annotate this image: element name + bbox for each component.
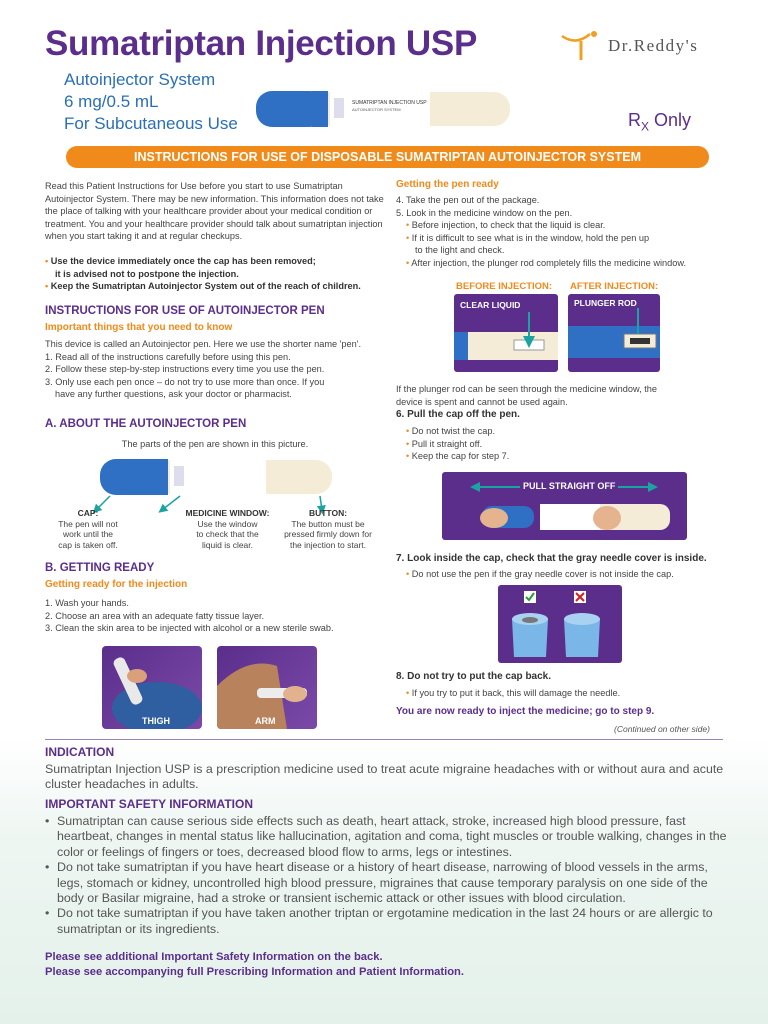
section-divider (45, 739, 723, 740)
warning-1a: Use the device immediately once the cap has been removed; (50, 256, 316, 266)
subtitle-dose: 6 mg/0.5 mL (64, 92, 159, 111)
page-title: Sumatriptan Injection USP (45, 24, 477, 63)
list-item: Keep the cap for step 7. (411, 451, 510, 461)
before-injection-label: BEFORE INJECTION: (456, 281, 553, 292)
heading-about-pen: A. ABOUT THE AUTOINJECTOR PEN (45, 418, 247, 430)
list-item: 5. Look in the medicine window on the pen. (396, 207, 573, 218)
window-callout (180, 508, 275, 550)
see-back-note: Please see additional Important Safety Information on the back. (45, 951, 383, 963)
step-6-list: • Do not twist the cap. • Pull it straight off. • Keep the cap for step 7. (406, 426, 510, 461)
heading-getting-ready: B. GETTING READY (45, 562, 155, 574)
heading-indication: INDICATION (45, 745, 115, 759)
list-item: 2. Follow these step-by-step instructions every time you use the pen. (45, 364, 325, 374)
button-title: BUTTON: (308, 508, 348, 518)
step-7-note: • Do not use the pen if the gray needle cover is not inside the cap. (406, 569, 674, 579)
warning-1b: it is advised not to postpone the injection. (55, 268, 239, 279)
pen-label-2: AUTOINJECTOR SYSTEM (352, 107, 401, 112)
thigh-photo (102, 646, 202, 729)
rx-subscript: X (641, 119, 650, 134)
before-injection-image (454, 294, 558, 372)
pen-instruction-list (45, 338, 390, 401)
indication-text: Sumatriptan Injection USP is a prescription medicine used to treat acute migraine headaches with or without aura and acute cluster headaches in adults. (45, 762, 724, 792)
pull-straight-off-label: PULL STRAIGHT OFF (520, 481, 618, 491)
arm-photo (217, 646, 317, 729)
arm-label: ARM (255, 716, 276, 726)
button-text: the injection to start. (289, 539, 367, 550)
pen-ready-list: 4. Take the pen out of the package. 5. Look in the medicine window on the pen. • Before injection, to check that the liquid is clear. • If it is difficult to see what is in the window, hold the pen up to the light and check. • After injection, the plunger rod completely fills the medicine window. (396, 194, 731, 269)
heading-important: Important things that you need to know (45, 322, 233, 333)
intro-paragraph: Read this Patient Instructions for Use before you start to use Sumatriptan Autoinjector System. There may be new information. This information does not take the place of talking with your healthcare provider about your medical condition or treatment. You and your healthcare provider should talk about sumatriptan injection when you start taking it and at regular checkups. (45, 181, 384, 241)
window-text: to check that the (196, 529, 259, 539)
heading-ready-sub: Getting ready for the injection (45, 579, 188, 590)
warning-list: • Use the device immediately once the cap has been removed; it is advised not to postpone the injection. • Keep the Sumatriptan Autoinjector System out of the reach of children. (45, 255, 390, 293)
cap-callout (48, 508, 128, 550)
safety-item: Sumatriptan can cause serious side effects such as death, heart attack, stroke, increased high blood pressure, fast heartbeat, changes in mental status like hallucination, agitation and coma, tight muscles or trouble walking, changes in the color or feelings of fingers or toes, decreased blood flow to arms, legs or intestines. (57, 814, 727, 859)
rx-text: Only (654, 110, 692, 130)
subtitle-system: Autoinjector System (64, 70, 216, 89)
pull-cap-image (442, 472, 687, 540)
list-item: Do not use the pen if the gray needle cover is not inside the cap. (411, 569, 674, 579)
continued-note: (Continued on other side) (614, 724, 710, 734)
after-injection-label: AFTER INJECTION: (570, 281, 659, 292)
button-callout (278, 508, 378, 550)
brand-figure-icon (560, 30, 602, 62)
rx-symbol: R (628, 110, 641, 130)
ready-list (45, 597, 390, 635)
safety-list: • Sumatriptan can cause serious side effects such as death, heart attack, stroke, increased high blood pressure, fast heartbeat, changes in mental status like hallucination, agitation and coma, tight muscles or trouble walking, changes in the color or feelings of fingers or toes, decreased blood flow to arms, legs or intestines. • Do not take sumatriptan if you have heart disease or a history of heart disease, narrowing of blood vessels in the arms, legs, stomach or kidney, uncontrolled high blood pressure, migraines that cause temporary paralysis on one side of the body or Basilar migraine, had a stroke or transient ischemic attack or other issues with blood circulation. • Do not take sumatriptan if you have taken another triptan or ergotamine medication in the last 24 hours or are allergic to sumatriptan or its ingredients. (45, 814, 730, 937)
safety-item: Do not take sumatriptan if you have heart disease or a history of heart disease, narrowing of blood vessels in the arms, legs, stomach or kidney, uncontrolled high blood pressure, migraines that cause temporary paralysis on one side of the body or Basilar migraine, had a stroke or transient ischemic attack or other issues with blood circulation. (57, 860, 708, 906)
rx-only (628, 110, 691, 134)
heading-pen-instructions: INSTRUCTIONS FOR USE OF AUTOINJECTOR PEN (45, 305, 325, 317)
pen-label: SUMATRIPTAN INJECTION USP (352, 100, 427, 106)
needle-cover-illustration (498, 585, 622, 663)
heading-pen-ready: Getting the pen ready (396, 179, 499, 190)
thigh-label: THIGH (142, 716, 170, 726)
note-text: If the plunger rod can be seen through the medicine window, the (396, 384, 657, 394)
window-title: MEDICINE WINDOW: (185, 508, 270, 518)
button-text: pressed firmly down for (284, 529, 372, 539)
list-item: 1. Wash your hands. (45, 598, 129, 608)
window-text: Use the window (197, 518, 258, 529)
safety-item: Do not take sumatriptan if you have taken another triptan or ergotamine medication in the last 24 hours or are allergic to sumatriptan or its ingredients. (57, 906, 713, 936)
list-item: 1. Read all of the instructions carefully before using this pen. (45, 351, 291, 362)
parts-caption: The parts of the pen are shown in this picture. (121, 439, 309, 449)
brand-name: Dr.Reddy's (608, 36, 699, 55)
see-prescribing-note: Please see accompanying full Prescribing Information and Patient Information. (45, 966, 465, 978)
cap-text: work until the (62, 529, 114, 539)
cap-text: The pen will not (58, 518, 118, 529)
needle-cover-check-image (498, 585, 622, 663)
brand-logo (560, 30, 698, 62)
list-item: Before injection, to check that the liquid is clear. (411, 220, 606, 230)
after-injection-image (568, 294, 660, 372)
spent-device-note (396, 383, 726, 408)
list-item: Do not twist the cap. (411, 426, 496, 436)
ready-to-inject: You are now ready to inject the medicine; go to step 9. (396, 706, 655, 717)
list-item: If you try to put it back, this will damage the needle. (411, 688, 621, 698)
list-item: Pull it straight off. (411, 438, 483, 449)
cap-text: cap is taken off. (58, 539, 118, 550)
warning-2: Keep the Sumatriptan Autoinjector System out of the reach of children. (50, 281, 361, 291)
list-item: 3. Clean the skin area to be injected with alcohol or a new sterile swab. (45, 623, 334, 633)
instructions-banner: INSTRUCTIONS FOR USE OF DISPOSABLE SUMATRIPTAN AUTOINJECTOR SYSTEM (66, 146, 709, 168)
button-text: The button must be (291, 518, 365, 529)
clear-liquid-label: CLEAR LIQUID (460, 300, 521, 310)
note-text: device is spent and cannot be used again. (396, 396, 568, 407)
cap-title: CAP: (77, 508, 99, 518)
step-7: 7. Look inside the cap, check that the gray needle cover is inside. (396, 553, 707, 564)
list-item: 4. Take the pen out of the package. (396, 195, 540, 205)
plunger-rod-label: PLUNGER ROD (574, 298, 637, 308)
step-8: 8. Do not try to put the cap back. (396, 671, 552, 682)
step-8-note: • If you try to put it back, this will damage the needle. (406, 688, 621, 698)
subtitle-route: For Subcutaneous Use (64, 114, 238, 133)
window-text: liquid is clear. (201, 539, 254, 550)
list-item: After injection, the plunger rod completely fills the medicine window. (411, 257, 687, 268)
pen-description: This device is called an Autoinjector pen. Here we use the shorter name 'pen'. (45, 339, 362, 349)
autoinjector-pen-image (252, 84, 510, 134)
step-6: 6. Pull the cap off the pen. (396, 409, 520, 420)
list-item: 3. Only use each pen once – do not try to use more than once. If you (45, 376, 325, 387)
list-item: to the light and check. (415, 245, 505, 255)
heading-safety: IMPORTANT SAFETY INFORMATION (45, 797, 253, 811)
list-item: have any further questions, ask your doctor or pharmacist. (55, 389, 292, 399)
list-item: If it is difficult to see what is in the window, hold the pen up (411, 232, 650, 243)
list-item: 2. Choose an area with an adequate fatty tissue layer. (45, 610, 265, 621)
